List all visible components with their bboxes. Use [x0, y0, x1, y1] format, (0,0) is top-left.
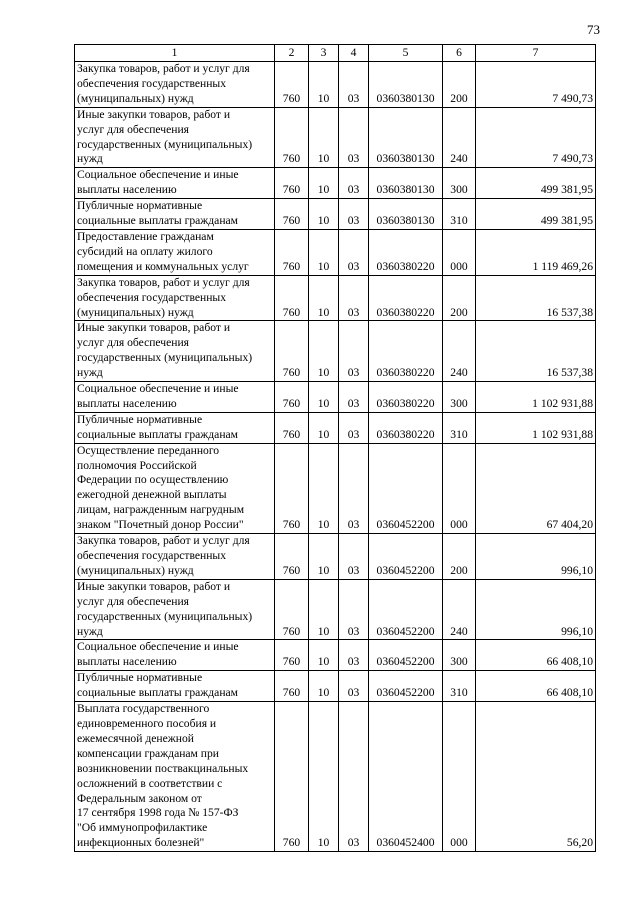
row-code-cell: 760 — [275, 702, 309, 852]
row-name-cell: Социальное обеспечение и иные выплаты населению — [75, 640, 275, 671]
row-section-cell: 10 — [309, 321, 339, 382]
row-subsection-cell: 03 — [339, 671, 369, 702]
row-amount-cell: 7 490,73 — [476, 62, 596, 108]
row-code-cell: 760 — [275, 321, 309, 382]
row-amount-cell: 66 408,10 — [476, 640, 596, 671]
row-code-cell: 760 — [275, 671, 309, 702]
row-subsection-cell: 03 — [339, 702, 369, 852]
row-name-cell: Предоставление гражданам субсидий на оплату жилого помещения и коммунальных услуг — [75, 229, 275, 275]
column-header: 1 — [75, 45, 275, 62]
row-expense-type-cell: 240 — [443, 107, 476, 168]
row-subsection-cell: 03 — [339, 534, 369, 580]
table-row — [75, 229, 596, 275]
row-subsection-cell: 03 — [339, 199, 369, 230]
row-amount-cell: 16 537,38 — [476, 321, 596, 382]
row-name-cell: Публичные нормативные социальные выплаты гражданам — [75, 412, 275, 443]
row-subsection-cell: 03 — [339, 579, 369, 640]
row-code-cell: 760 — [275, 443, 309, 533]
row-amount-cell: 1 102 931,88 — [476, 412, 596, 443]
row-section-cell: 10 — [309, 199, 339, 230]
row-code-cell: 760 — [275, 107, 309, 168]
row-subsection-cell: 03 — [339, 229, 369, 275]
row-name-cell: Публичные нормативные социальные выплаты гражданам — [75, 671, 275, 702]
row-name-cell: Закупка товаров, работ и услуг для обеспечения государственных (муниципальных) нужд — [75, 534, 275, 580]
row-section-cell: 10 — [309, 168, 339, 199]
row-code-cell: 760 — [275, 382, 309, 413]
row-target-article-cell: 0360380220 — [369, 275, 443, 321]
table-row — [75, 62, 596, 108]
row-amount-cell: 66 408,10 — [476, 671, 596, 702]
row-section-cell: 10 — [309, 579, 339, 640]
row-section-cell: 10 — [309, 671, 339, 702]
column-header: 6 — [443, 45, 476, 62]
row-amount-cell: 67 404,20 — [476, 443, 596, 533]
column-header: 3 — [309, 45, 339, 62]
row-expense-type-cell: 240 — [443, 579, 476, 640]
row-target-article-cell: 0360380130 — [369, 62, 443, 108]
row-name-cell: Социальное обеспечение и иные выплаты населению — [75, 168, 275, 199]
table-row — [75, 168, 596, 199]
row-name-cell: Публичные нормативные социальные выплаты гражданам — [75, 199, 275, 230]
row-expense-type-cell: 300 — [443, 640, 476, 671]
row-code-cell: 760 — [275, 534, 309, 580]
row-amount-cell: 1 102 931,88 — [476, 382, 596, 413]
table-row — [75, 275, 596, 321]
row-target-article-cell: 0360380220 — [369, 321, 443, 382]
table-row — [75, 199, 596, 230]
row-code-cell: 760 — [275, 199, 309, 230]
row-expense-type-cell: 000 — [443, 443, 476, 533]
table-row — [75, 321, 596, 382]
row-section-cell: 10 — [309, 107, 339, 168]
row-target-article-cell: 0360452200 — [369, 534, 443, 580]
row-name-cell: Социальное обеспечение и иные выплаты населению — [75, 382, 275, 413]
row-code-cell: 760 — [275, 579, 309, 640]
row-target-article-cell: 0360452200 — [369, 579, 443, 640]
row-expense-type-cell: 200 — [443, 534, 476, 580]
table-row — [75, 640, 596, 671]
row-code-cell: 760 — [275, 168, 309, 199]
row-subsection-cell: 03 — [339, 62, 369, 108]
row-target-article-cell: 0360380220 — [369, 382, 443, 413]
row-target-article-cell: 0360380220 — [369, 412, 443, 443]
row-target-article-cell: 0360452200 — [369, 640, 443, 671]
table-row — [75, 534, 596, 580]
table-row — [75, 671, 596, 702]
row-section-cell: 10 — [309, 382, 339, 413]
row-section-cell: 10 — [309, 275, 339, 321]
row-amount-cell: 16 537,38 — [476, 275, 596, 321]
table-row — [75, 107, 596, 168]
row-section-cell: 10 — [309, 443, 339, 533]
row-section-cell: 10 — [309, 640, 339, 671]
row-amount-cell: 499 381,95 — [476, 199, 596, 230]
row-expense-type-cell: 200 — [443, 62, 476, 108]
row-code-cell: 760 — [275, 62, 309, 108]
row-target-article-cell: 0360380130 — [369, 168, 443, 199]
row-name-cell: Иные закупки товаров, работ и услуг для обеспечения государственных (муниципальных) нужд — [75, 107, 275, 168]
row-name-cell: Осуществление переданного полномочия Российской Федерации по осуществлению ежегодной денежной выплаты лицам, награжденным нагрудным знаком "Почетный донор России" — [75, 443, 275, 533]
row-target-article-cell: 0360380130 — [369, 199, 443, 230]
row-code-cell: 760 — [275, 412, 309, 443]
row-subsection-cell: 03 — [339, 168, 369, 199]
row-section-cell: 10 — [309, 229, 339, 275]
row-subsection-cell: 03 — [339, 321, 369, 382]
row-expense-type-cell: 200 — [443, 275, 476, 321]
row-name-cell: Закупка товаров, работ и услуг для обеспечения государственных (муниципальных) нужд — [75, 62, 275, 108]
row-target-article-cell: 0360452400 — [369, 702, 443, 852]
row-section-cell: 10 — [309, 534, 339, 580]
column-header: 5 — [369, 45, 443, 62]
row-amount-cell: 1 119 469,26 — [476, 229, 596, 275]
row-target-article-cell: 0360380220 — [369, 229, 443, 275]
row-section-cell: 10 — [309, 412, 339, 443]
row-subsection-cell: 03 — [339, 412, 369, 443]
column-header: 4 — [339, 45, 369, 62]
table-row — [75, 382, 596, 413]
row-expense-type-cell: 300 — [443, 168, 476, 199]
row-target-article-cell: 0360452200 — [369, 671, 443, 702]
row-name-cell: Выплата государственного единовременного пособия и ежемесячной денежной компенсации гражданам при возникновении поствакцинальных осложнений в соответствии с Федеральным законом от 17 сентября 1998 года № 157-ФЗ "Об иммунопрофилактике инфекционных болезней" — [75, 702, 275, 852]
row-subsection-cell: 03 — [339, 107, 369, 168]
row-subsection-cell: 03 — [339, 443, 369, 533]
row-expense-type-cell: 000 — [443, 702, 476, 852]
table-row — [75, 443, 596, 533]
row-amount-cell: 996,10 — [476, 534, 596, 580]
row-name-cell: Закупка товаров, работ и услуг для обеспечения государственных (муниципальных) нужд — [75, 275, 275, 321]
table-row — [75, 579, 596, 640]
row-amount-cell: 7 490,73 — [476, 107, 596, 168]
row-expense-type-cell: 310 — [443, 671, 476, 702]
page-number: 73 — [587, 22, 600, 37]
row-expense-type-cell: 240 — [443, 321, 476, 382]
column-header: 2 — [275, 45, 309, 62]
row-name-cell: Иные закупки товаров, работ и услуг для обеспечения государственных (муниципальных) нужд — [75, 321, 275, 382]
row-expense-type-cell: 310 — [443, 412, 476, 443]
row-section-cell: 10 — [309, 702, 339, 852]
row-subsection-cell: 03 — [339, 382, 369, 413]
column-header: 7 — [476, 45, 596, 62]
row-name-cell: Иные закупки товаров, работ и услуг для обеспечения государственных (муниципальных) нужд — [75, 579, 275, 640]
row-code-cell: 760 — [275, 640, 309, 671]
row-expense-type-cell: 300 — [443, 382, 476, 413]
table-header-row — [75, 45, 596, 62]
row-amount-cell: 996,10 — [476, 579, 596, 640]
row-subsection-cell: 03 — [339, 275, 369, 321]
row-code-cell: 760 — [275, 229, 309, 275]
row-expense-type-cell: 310 — [443, 199, 476, 230]
row-subsection-cell: 03 — [339, 640, 369, 671]
row-amount-cell: 56,20 — [476, 702, 596, 852]
row-code-cell: 760 — [275, 275, 309, 321]
table-row — [75, 702, 596, 852]
row-expense-type-cell: 000 — [443, 229, 476, 275]
row-target-article-cell: 0360452200 — [369, 443, 443, 533]
row-amount-cell: 499 381,95 — [476, 168, 596, 199]
row-target-article-cell: 0360380130 — [369, 107, 443, 168]
table-row — [75, 412, 596, 443]
budget-table — [74, 44, 596, 852]
row-section-cell: 10 — [309, 62, 339, 108]
